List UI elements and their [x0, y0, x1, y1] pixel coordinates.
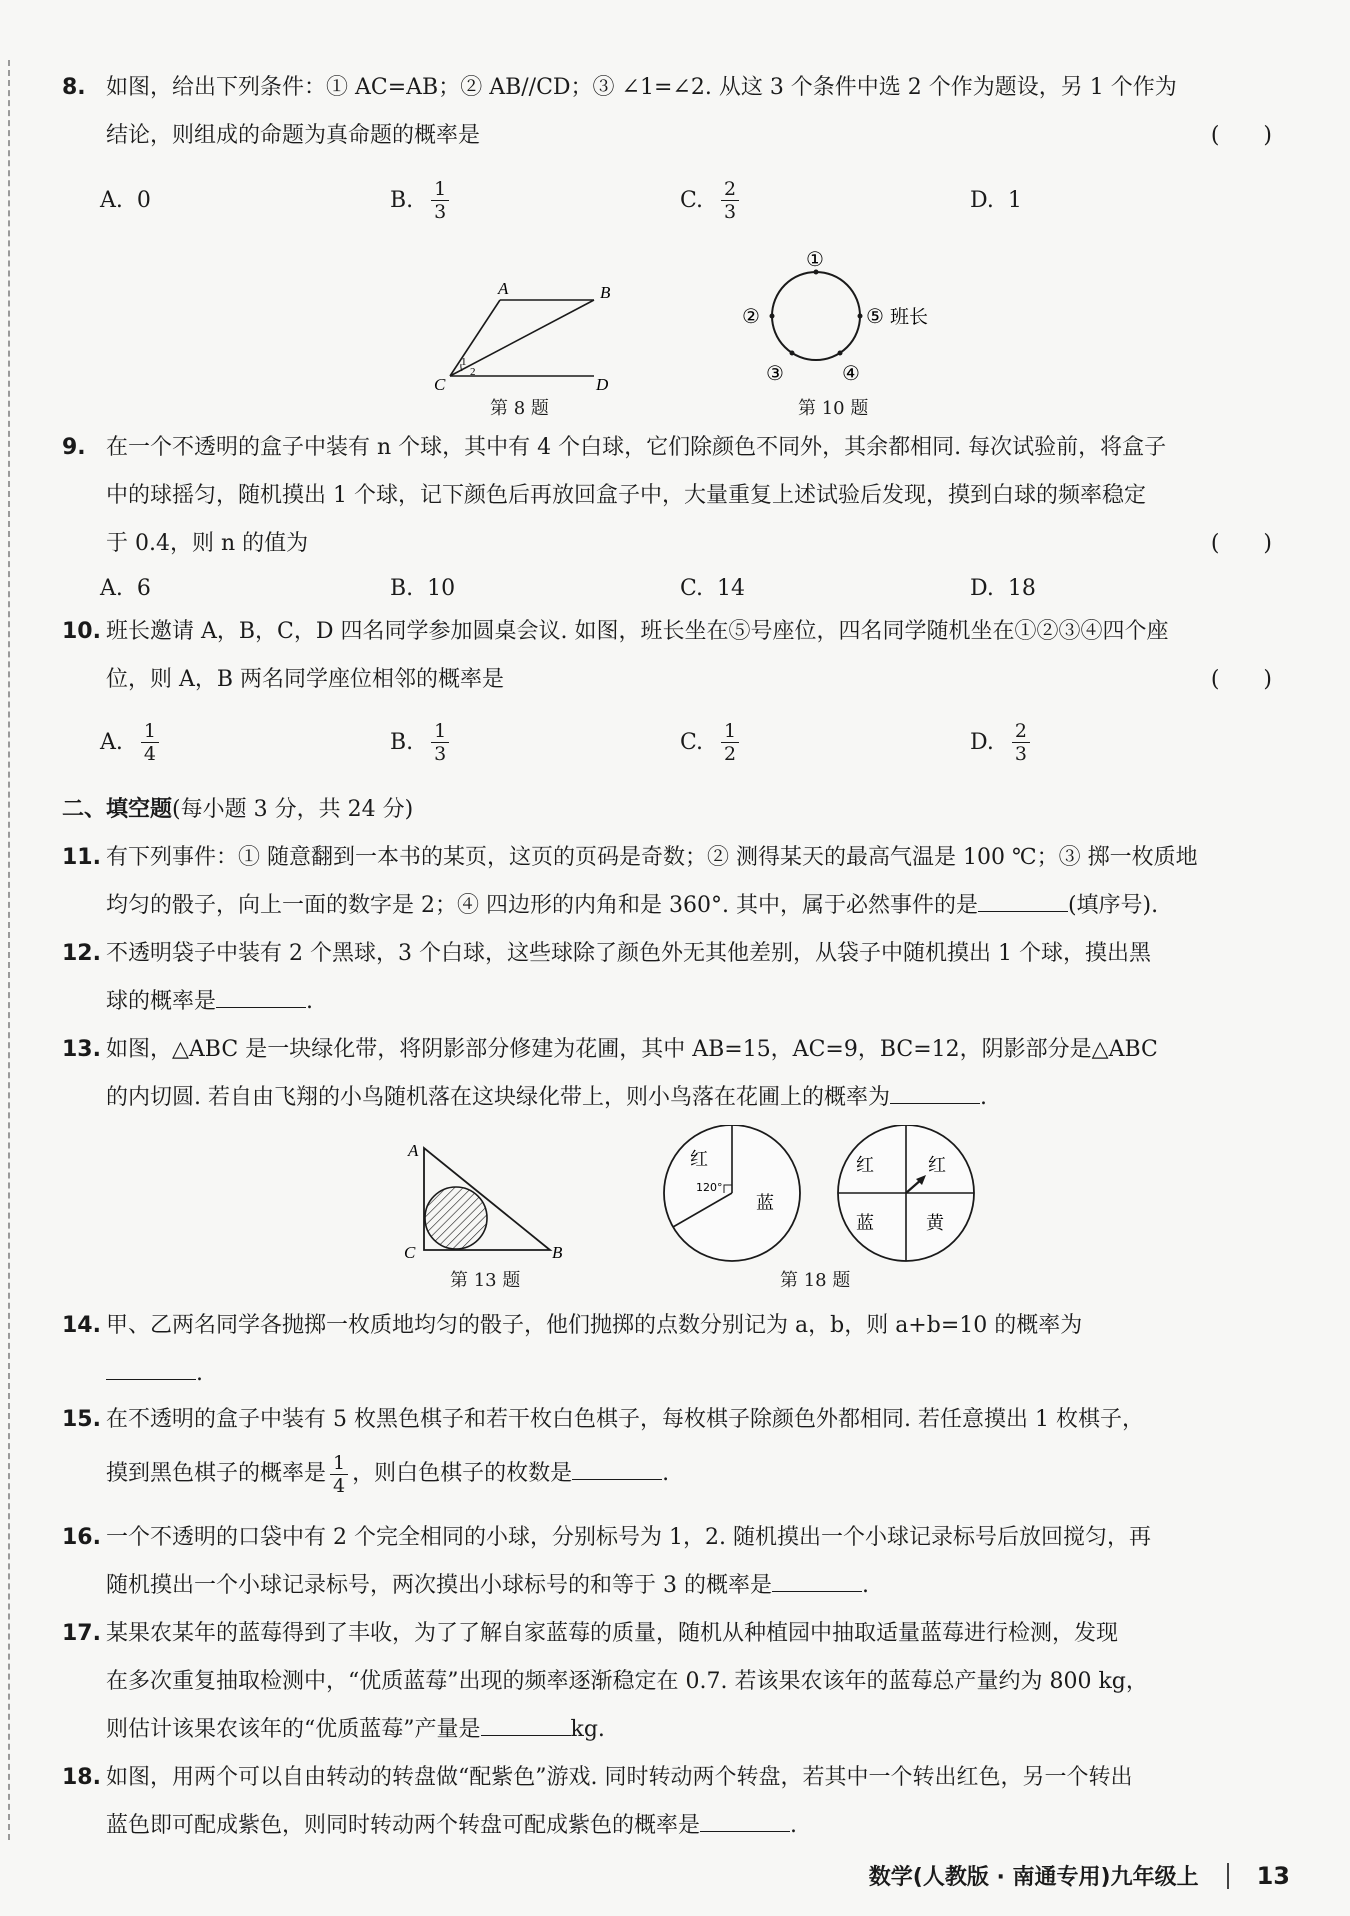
vertex-label-a: A: [408, 1141, 419, 1160]
answer-blank[interactable]: [890, 1083, 980, 1104]
fraction: $\frac{1}{4}$: [330, 1452, 348, 1497]
answer-blank[interactable]: [572, 1459, 662, 1480]
question-text-line: 在一个不透明的盒子中装有 n 个球，其中有 4 个白球，它们除颜色不同外，其余都相同. 每次试验前，将盒子: [106, 435, 1167, 460]
answer-blank[interactable]: [481, 1715, 571, 1736]
question-text-line: 结论，则组成的命题为真命题的概率是: [106, 123, 481, 148]
question-text-line: 中的球摇匀，随机摸出 1 个球，记下颜色后再放回盒子中，大量重复上述试验后发现，摸到白球的频率稳定: [106, 483, 1146, 508]
question-16: 16. 一个不透明的口袋中有 2 个完全相同的小球，分别标号为 1，2. 随机摸出一个小球记录标号后放回搅匀，再 随机摸出一个小球记录标号，两次摸出小球标号的和等于 3 的概率是 .: [62, 1514, 1272, 1610]
choice-d: D. 1: [970, 187, 1022, 213]
spinner2-blue-label: 蓝: [856, 1213, 874, 1234]
answer-parentheses: ( ): [1210, 531, 1272, 556]
question-number: 9.: [62, 435, 86, 460]
angle-label-1: 1: [461, 356, 467, 368]
spinner2-yellow-label: 黄: [926, 1213, 944, 1234]
seat-3-label: ③: [766, 361, 784, 385]
vertex-label-c: C: [404, 1243, 416, 1260]
figure-13-caption: 第 13 题: [450, 1270, 521, 1291]
question-number: 13.: [62, 1037, 101, 1062]
answer-blank[interactable]: [216, 987, 306, 1008]
question-number: 17.: [62, 1621, 101, 1646]
choice-b: B. $\frac{1}{3}$: [390, 170, 453, 230]
question-number: 8.: [62, 75, 86, 100]
question-text-line: 一个不透明的口袋中有 2 个完全相同的小球，分别标号为 1，2. 随机摸出一个小球记录标号后放回搅匀，再: [106, 1525, 1151, 1550]
figure-18-diagram: [660, 1125, 980, 1265]
spinner1-blue-label: 蓝: [756, 1193, 774, 1214]
question-number: 10.: [62, 619, 101, 644]
question-14: 14. 甲、乙两名同学各抛掷一枚质地均匀的骰子，他们抛掷的点数分别记为 a，b，则 a+b=10 的概率为 .: [62, 1302, 1272, 1398]
seat-1-label: ①: [806, 247, 824, 271]
choice-c: C. $\frac{1}{2}$: [680, 712, 743, 772]
vertex-label-b: B: [552, 1243, 563, 1260]
choice-b: B. $\frac{1}{3}$: [390, 712, 453, 772]
question-text-line: 不透明袋子中装有 2 个黑球，3 个白球，这些球除了颜色外无其他差别，从袋子中随机摸出 1 个球，摸出黑: [106, 941, 1151, 966]
answer-blank[interactable]: [106, 1359, 196, 1380]
question-number: 18.: [62, 1765, 101, 1790]
page-footer: [869, 1860, 1290, 1891]
question-text-line: 如图，△ABC 是一块绿化带，将阴影部分修建为花圃，其中 AB=15，AC=9，BC=12，阴影部分是△ABC: [106, 1037, 1158, 1062]
figure-10-diagram: [730, 246, 950, 396]
binding-margin-rule: [8, 60, 10, 1840]
choice-a: A. 0: [100, 187, 151, 213]
point-label-a: A: [498, 279, 509, 298]
answer-parentheses: ( ): [1210, 667, 1272, 692]
fraction: $\frac{1}{2}$: [721, 720, 739, 765]
question-number: 11.: [62, 845, 101, 870]
book-title: 数学(人教版 · 南通专用)九年级上: [868, 1865, 1199, 1890]
question-text-line: 在不透明的盒子中装有 5 枚黑色棋子和若干枚白色棋子，每枚棋子除颜色外都相同. 若任意摸出 1 枚棋子，: [106, 1407, 1144, 1432]
fraction: $\frac{1}{3}$: [431, 720, 449, 765]
page-number: 13: [1256, 1861, 1290, 1890]
point-label-d: D: [596, 375, 609, 394]
question-12: 12. 不透明袋子中装有 2 个黑球，3 个白球，这些球除了颜色外无其他差别，从袋子中随机摸出 1 个球，摸出黑 球的概率是 .: [62, 930, 1272, 1026]
seat-4-label: ④: [842, 361, 860, 385]
answer-blank[interactable]: [700, 1811, 790, 1832]
spinner2-red-label-right: 红: [928, 1155, 946, 1176]
seat-2-label: ②: [742, 304, 760, 328]
choices-q10: [100, 712, 1250, 772]
answer-parentheses: ( ): [1210, 123, 1272, 148]
point-label-c: C: [434, 375, 446, 394]
choice-c: C. 14: [680, 575, 746, 601]
spinner2-red-label-left: 红: [856, 1155, 874, 1176]
question-15: 15. 在不透明的盒子中装有 5 枚黑色棋子和若干枚白色棋子，每枚棋子除颜色外都相同. 若任意摸出 1 枚棋子， 摸到黑色棋子的概率是 $\frac{1}{4}$ ，则白色棋子的枚数是 .: [62, 1396, 1272, 1498]
figure-13-diagram: [400, 1140, 580, 1260]
choice-a: A. 6: [100, 575, 151, 601]
question-10: [62, 608, 1272, 704]
question-text-line: 如图，给出下列条件：① AC=AB；② AB//CD；③ ∠1=∠2. 从这 3 个条件中选 2 个作为题设，另 1 个作为: [106, 75, 1177, 100]
question-text-line: 位，则 A，B 两名同学座位相邻的概率是: [106, 667, 505, 692]
fraction: $\frac{2}{3}$: [721, 178, 739, 223]
choice-b: B. 10: [390, 575, 456, 601]
question-9: [62, 424, 1272, 568]
fraction: $\frac{2}{3}$: [1012, 720, 1030, 765]
question-number: 15.: [62, 1407, 101, 1432]
point-label-b: B: [600, 283, 611, 302]
question-17: 17. 某果农某年的蓝莓得到了丰收，为了了解自家蓝莓的质量，随机从种植园中抽取适量蓝莓进行检测，发现 在多次重复抽取检测中，“优质蓝莓”出现的频率逐渐稳定在 0.7. 若该果农该年的蓝莓总产量约为 800 kg， 则估计该果农该年的“优质蓝莓”产量是 kg.: [62, 1610, 1272, 1754]
angle-label-2: 2: [470, 366, 476, 378]
fraction: $\frac{1}{3}$: [431, 178, 449, 223]
choice-c: C. $\frac{2}{3}$: [680, 170, 743, 230]
choice-a: A. $\frac{1}{4}$: [100, 712, 163, 772]
choices-q8: [100, 170, 1250, 230]
angle-label: 120°: [696, 1181, 723, 1194]
choice-d: D. $\frac{2}{3}$: [970, 712, 1034, 772]
question-number: 16.: [62, 1525, 101, 1550]
question-text-line: 班长邀请 A，B，C，D 四名同学参加圆桌会议. 如图，班长坐在⑤号座位，四名同学随机坐在①②③④四个座: [106, 619, 1169, 644]
question-number: 14.: [62, 1313, 101, 1338]
question-13: 13. 如图，△ABC 是一块绿化带，将阴影部分修建为花圃，其中 AB=15，AC=9，BC=12，阴影部分是△ABC 的内切圆. 若自由飞翔的小鸟随机落在这块绿化带上，则小鸟落在花圃上的概率为 .: [62, 1026, 1272, 1122]
question-18: 18. 如图，用两个可以自由转动的转盘做“配紫色”游戏. 同时转动两个转盘，若其中一个转出红色，另一个转出 蓝色即可配成紫色，则同时转动两个转盘可配成紫色的概率是 .: [62, 1754, 1272, 1850]
fraction: $\frac{1}{4}$: [141, 720, 159, 765]
answer-blank[interactable]: [978, 891, 1068, 912]
question-text-line: 于 0.4，则 n 的值为: [106, 531, 309, 556]
figure-18-caption: 第 18 题: [780, 1270, 851, 1291]
seat-5-label: ⑤: [866, 304, 884, 328]
monitor-label: 班长: [890, 306, 929, 328]
question-8: [62, 64, 1272, 160]
figure-8-caption: 第 8 题: [490, 398, 549, 419]
question-text-line: 有下列事件：① 随意翻到一本书的某页，这页的页码是奇数；② 测得某天的最高气温是 100 ℃；③ 掷一枚质地: [106, 845, 1198, 870]
figure-10-caption: 第 10 题: [798, 398, 869, 419]
question-text-line: 如图，用两个可以自由转动的转盘做“配紫色”游戏. 同时转动两个转盘，若其中一个转出红色，另一个转出: [106, 1765, 1133, 1790]
spinner1-red-label: 红: [690, 1149, 708, 1170]
question-number: 12.: [62, 941, 101, 966]
choice-d: D. 18: [970, 575, 1036, 601]
section-heading: 二、填空题(每小题 3 分，共 24 分): [62, 797, 414, 822]
question-text-line: 甲、乙两名同学各抛掷一枚质地均匀的骰子，他们抛掷的点数分别记为 a，b，则 a+b=10 的概率为: [106, 1313, 1083, 1338]
question-text-line: 在多次重复抽取检测中，“优质蓝莓”出现的频率逐渐稳定在 0.7. 若该果农该年的蓝莓总产量约为 800 kg，: [106, 1669, 1148, 1694]
footer-divider: [1227, 1863, 1229, 1889]
answer-blank[interactable]: [772, 1571, 862, 1592]
figure-8-diagram: [420, 278, 620, 396]
question-text-line: 某果农某年的蓝莓得到了丰收，为了了解自家蓝莓的质量，随机从种植园中抽取适量蓝莓进行检测，发现: [106, 1621, 1119, 1646]
question-11: 11. 有下列事件：① 随意翻到一本书的某页，这页的页码是奇数；② 测得某天的最高气温是 100 ℃；③ 掷一枚质地 均匀的骰子，向上一面的数字是 2；④ 四边形的内角和是 360°. 其中，属于必然事件的是 (填序号).: [62, 834, 1272, 930]
